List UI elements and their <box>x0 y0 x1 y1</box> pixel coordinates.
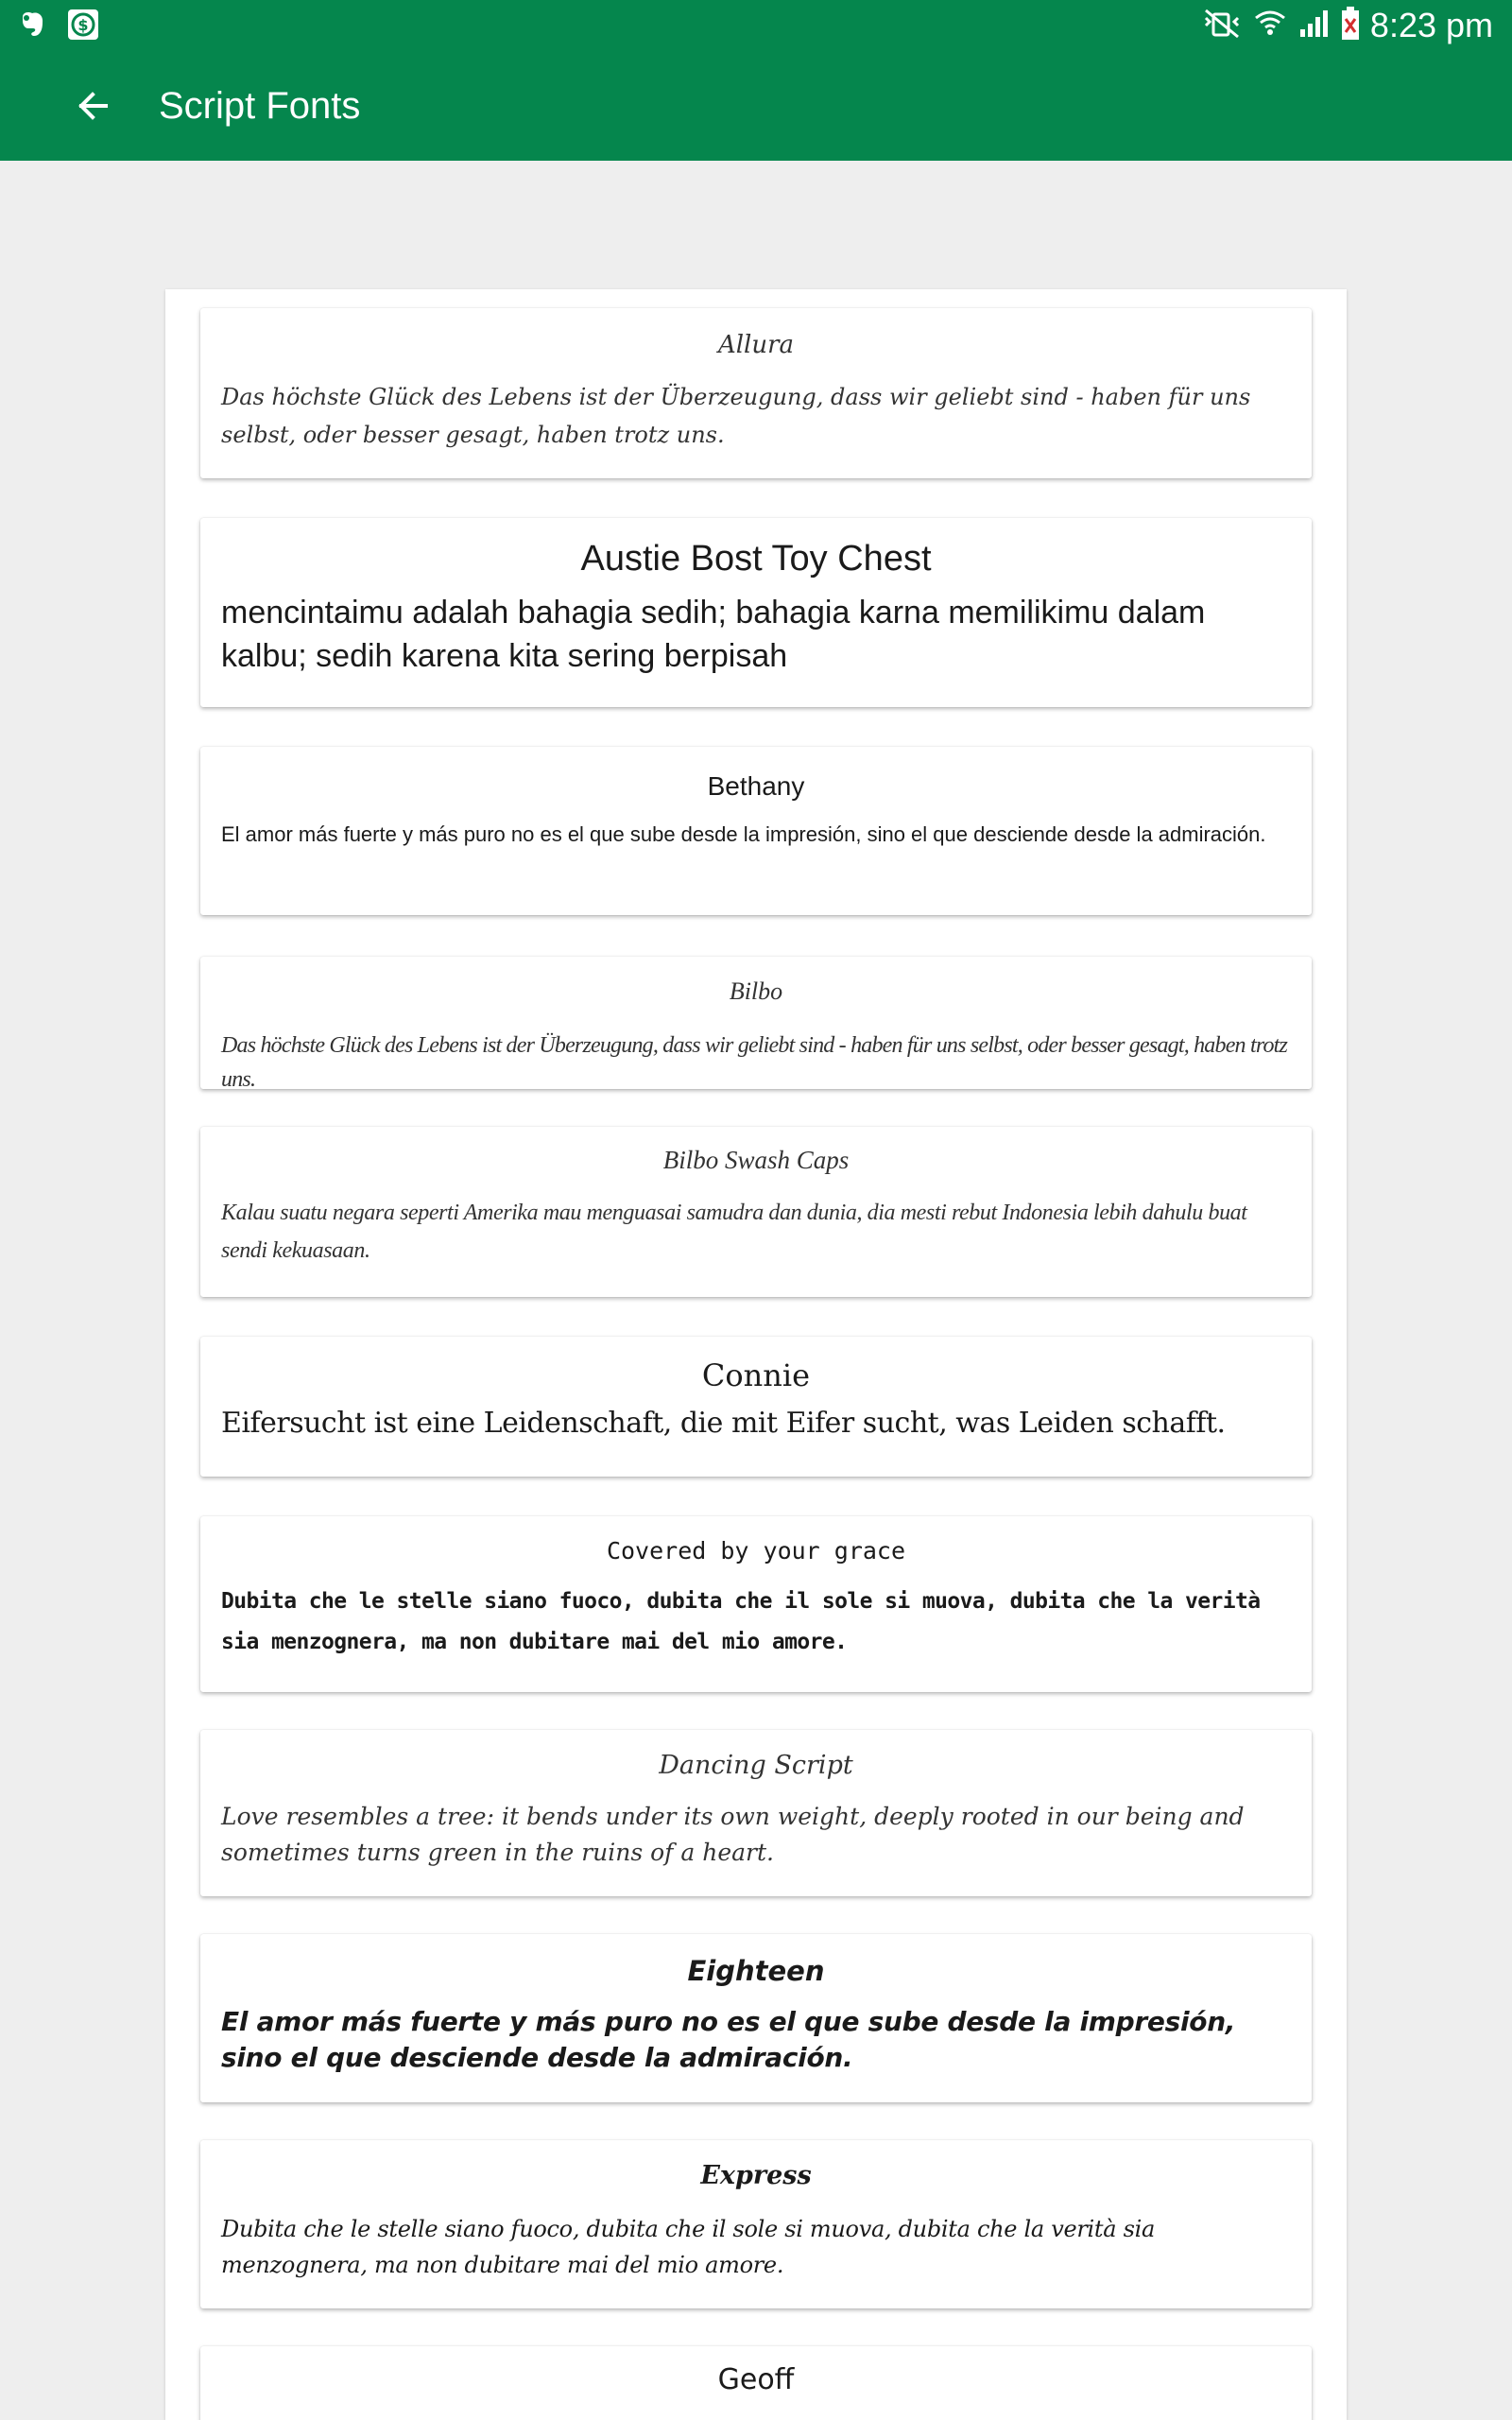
font-card-bethany[interactable] <box>200 747 1312 915</box>
font-name: Covered by your grace <box>606 1537 906 1564</box>
font-sample: mencintaimu adalah bahagia sedih; bahagia karna memilikimu dalam kalbu; sedih karena kita sering berpisah <box>221 595 1206 674</box>
font-sample: Das höchste Glück des Lebens ist der Überzeugung, dass wir geliebt sind - haben für uns selbst, oder besser gesagt, haben trotz uns. <box>221 384 1251 448</box>
wifi-icon <box>1253 7 1287 44</box>
font-card-express[interactable] <box>200 2140 1312 2308</box>
font-card-eighteen[interactable] <box>200 1934 1312 2102</box>
font-sample: El amor más fuerte y más puro no es el que sube desde la impresión, sino el que desciende desde la admiración. <box>221 2006 1236 2073</box>
font-sample: Das höchste Glück des Lebens ist der Überzeugung, dass wir geliebt sind - haben für uns selbst, oder besser gesagt, haben trotz uns. <box>221 1033 1288 1092</box>
back-button[interactable] <box>66 79 119 132</box>
svg-text:$: $ <box>77 16 89 34</box>
font-card-allura[interactable] <box>200 308 1312 478</box>
mute-vibrate-icon <box>1200 7 1244 44</box>
font-name: Austie Bost Toy Chest <box>580 539 932 579</box>
font-sample: Dubita che le stelle siano fuoco, dubita che il sole si muova, dubita che la verità sia menzognera, ma non dubitare mai del mio amore. <box>221 2216 1155 2278</box>
font-name: Bilbo <box>729 977 783 1005</box>
status-bar <box>0 0 1512 51</box>
app-bar <box>0 51 1512 161</box>
font-sample: Kalau suatu negara seperti Amerika mau menguasai samudra dan dunia, dia mesti rebut Indonesia lebih dahulu buat sendi kekuasaan. <box>221 1201 1247 1263</box>
font-sample: Dubita che le stelle siano fuoco, dubita che il sole si muova, dubita che la verità sia menzognera, ma non dubitare mai del mio amore. <box>221 1589 1261 1654</box>
font-card-covered-by-your-grace[interactable] <box>200 1516 1312 1692</box>
font-sample: Eifersucht ist eine Leidenschaft, die mit Eifer sucht, was Leiden schafft. <box>221 1407 1226 1440</box>
font-sample: Love resembles a tree: it bends under its own weight, deeply rooted in our being and sometimes turns green in the ruins of a heart. <box>221 1803 1245 1866</box>
font-card-dancing-script[interactable] <box>200 1730 1312 1896</box>
font-name: Eighteen <box>687 1955 825 1987</box>
font-card-connie[interactable] <box>200 1337 1312 1477</box>
clock: 8:23 pm <box>1369 6 1493 44</box>
font-name: Dancing Script <box>659 1751 853 1780</box>
font-name: Express <box>700 2161 812 2190</box>
font-name: Bethany <box>707 771 805 801</box>
battery-icon <box>1340 6 1361 45</box>
font-name: Bilbo Swash Caps <box>662 1146 850 1174</box>
font-sample: El amor más fuerte y más puro no es el que sube desde la impresión, sino el que desciende desde la admiración. <box>221 822 1266 846</box>
cell-signal-icon <box>1297 7 1331 44</box>
font-card-bilbo[interactable] <box>200 957 1312 1092</box>
dollar-app-icon <box>66 8 100 45</box>
page-title: Script Fonts <box>159 85 361 127</box>
font-name: Connie <box>701 1357 811 1393</box>
font-card-bilbo-swash-caps[interactable] <box>200 1127 1312 1297</box>
font-name: Geoff <box>717 2363 795 2396</box>
font-name: Allura <box>717 331 795 359</box>
arrow-left-icon <box>74 87 112 125</box>
font-card-austie-bost-toy-chest[interactable] <box>200 518 1312 707</box>
font-list[interactable] <box>165 289 1347 2420</box>
evernote-icon <box>15 8 49 45</box>
font-card-geoff[interactable] <box>200 2346 1312 2420</box>
